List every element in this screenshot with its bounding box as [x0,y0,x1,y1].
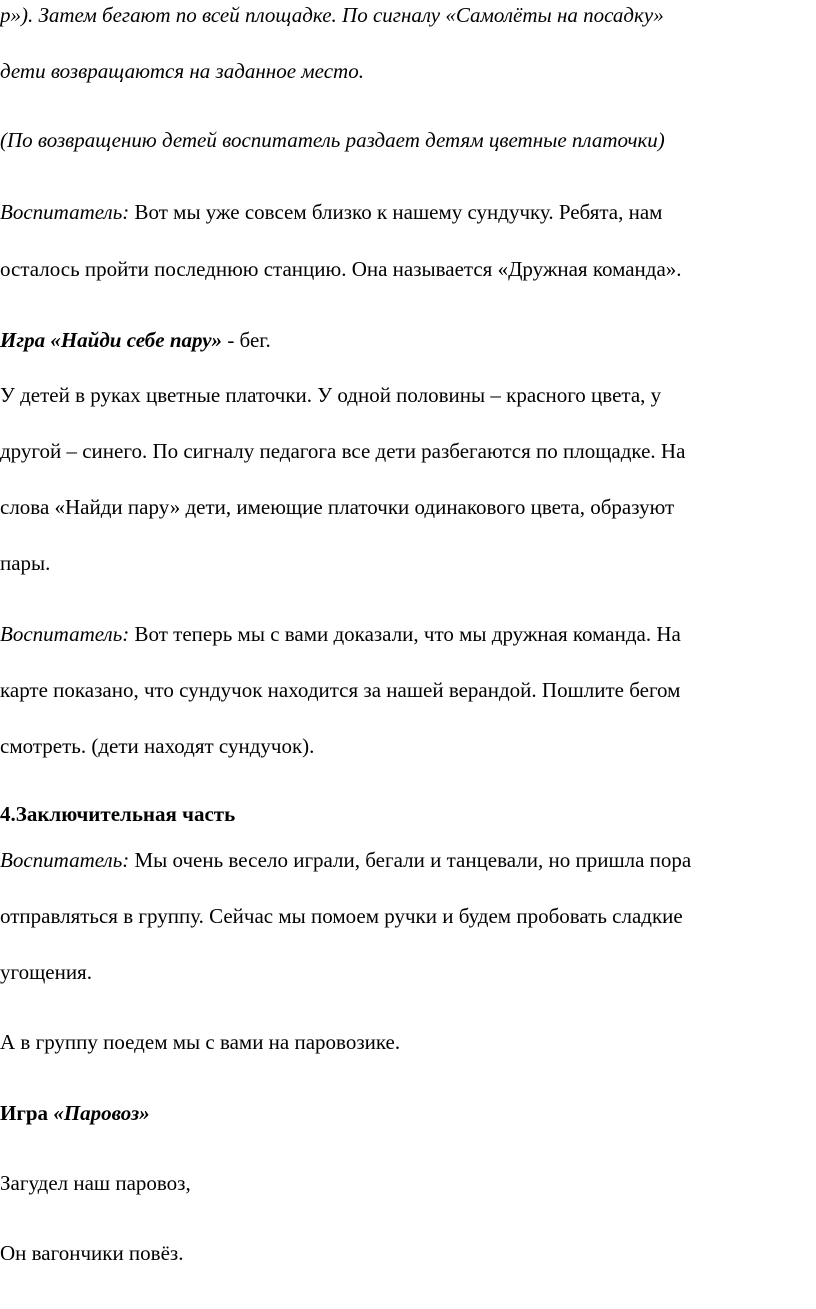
paragraph-handkerchiefs-note: (По возвращению детей воспитатель раздает детям цветные платочки) [0,128,665,152]
paragraph-teacher-team-line-2: карте показано, что сундучок находится за нашей верандой. Пошлите бегом [0,678,681,702]
section-heading-conclusion: 4.Заключительная часть [0,802,236,826]
speaker-label: Воспитатель: [0,848,130,872]
poem-line-2: Он вагончики повёз. [0,1241,184,1265]
paragraph-game-rules-line-4: пары. [0,551,51,575]
paragraph-teacher-conclusion-line-3: угощения. [0,960,92,984]
paragraph-airplanes-line-1: р»). Затем бегают по всей площадке. По сигналу «Самолёты на посадку» [0,3,664,27]
paragraph-train-intro: А в группу поедем мы с вами на паровозике. [0,1030,401,1054]
paragraph-game-rules-line-3: слова «Найди пару» дети, имеющие платочки одинакового цвета, образуют [0,495,675,519]
paragraph-teacher-conclusion-line-2: отправляться в группу. Сейчас мы помоем ручки и будем пробовать сладкие [0,904,683,928]
poem-line-1: Загудел наш паровоз, [0,1171,191,1195]
paragraph-game-rules-line-1: У детей в руках цветные платочки. У одной половины – красного цвета, у [0,383,662,407]
game-prefix: Игра [0,1101,54,1125]
game-type: - бег. [222,328,271,352]
paragraph-game-rules-line-2: другой – синего. По сигналу педагога все дети разбегаются по площадке. На [0,439,686,463]
paragraph-teacher-chest-line-1 [0,199,662,225]
paragraph-airplanes-line-2: дети возвращаются на заданное место. [0,59,364,83]
speaker-label: Воспитатель: [0,622,130,646]
speaker-label: Воспитатель: [0,200,130,224]
speech-text: Вот теперь мы с вами доказали, что мы дружная команда. На [129,622,681,646]
paragraph-teacher-team-line-1 [0,621,681,647]
game-train-title [0,1100,150,1126]
speech-text: Мы очень весело играли, бегали и танцевали, но пришла пора [129,848,692,872]
game-find-pair-title [0,327,271,353]
speech-text: Вот мы уже совсем близко к нашему сундучку. Ребята, нам [129,200,663,224]
game-title: «Паровоз» [53,1101,150,1125]
paragraph-teacher-team-line-3: смотреть. (дети находят сундучок). [0,734,315,758]
paragraph-teacher-chest-line-2: осталось пройти последнюю станцию. Она называется «Дружная команда». [0,257,682,281]
paragraph-teacher-conclusion-line-1 [0,847,691,873]
game-title: Игра «Найди себе пару» [0,328,223,352]
